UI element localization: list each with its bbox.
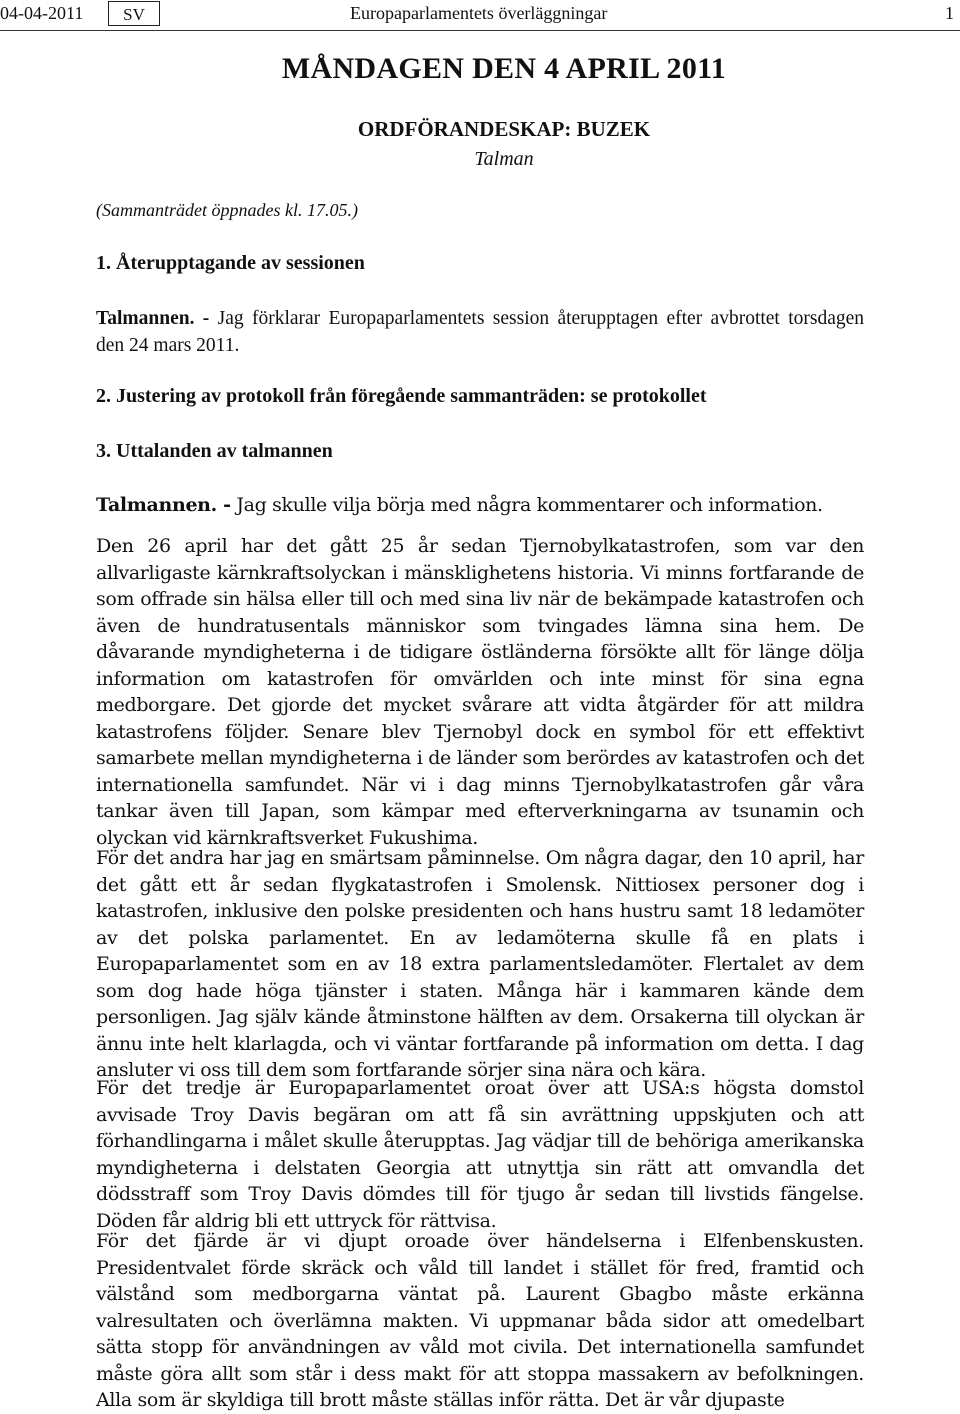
page-header [0, 0, 960, 32]
paragraph-text: Jag skulle vilja börja med några kommentarer och information. [230, 494, 823, 516]
paragraph-smolensk: För det andra har jag en smärtsam påminnelse. Om några dagar, den 10 april, har det gått ett år sedan flygkatastrofen i Smolensk. Nittiosex personer dog i katastrofen, inklusive den polske presidenten och hans hustru samt 18 ledamöter av det polska parlamentet. En av ledamöterna skulle få en plats i Europaparlamentet som en av 18 extra parlamentsledamöter. Flertalet av dem som dog hade höga tjänster i staten. Många här i kammaren kände dem personligen. Jag själv kände åtminstone hälften av dem. Orsakerna till olyckan är ännu inte helt klarlagda, och vi väntar fortfarande på information om detta. I dag ansluter vi oss till dem som fortfarande sörjer sina nära och kära. [96, 847, 864, 1081]
paragraph-chernobyl: Den 26 april har det gått 25 år sedan Tjernobylkatastrofen, som var den allvarligaste kärnkraftsolyckan i mänsklighetens historia. Vi minns fortfarande de som offrade sin hälsa eller till och med sina liv när de bekämpade katastrofen och även de hundratusentals människor som tvingades lämna sina hem. De dåvarande myndigheterna i de tidigare östländerna försökte allt för länge dölja information om katastrofen för omvärlden och inte minst för sina egna medborgare. Det gjorde det mycket svårare att vidta åtgärder för att mildra katastrofens följder. Senare blev Tjernobyl dock en symbol för ett effektivt samarbete mellan myndigheterna i de länder som berördes av katastrofen och det internationella samfundet. När vi i dag minns Tjernobylkatastrofen går våra tankar även till Japan, som kämpar med efterverkningarna av tsunamin och olyckan vid kärnkraftsverket Fukushima. [96, 535, 864, 849]
header-date: 04-04-2011 [0, 3, 84, 23]
item-heading-2: 2. Justering av protokoll från föregående sammanträden: se protokollet [96, 385, 707, 407]
paragraph-resumption [96, 306, 864, 359]
header-title: Europaparlamentets överläggningar [350, 3, 608, 23]
chair-title: Talman [474, 148, 534, 170]
speaker-label: Talmannen. - [96, 494, 231, 516]
day-title: MÅNDAGEN DEN 4 APRIL 2011 [281, 52, 727, 85]
paragraph-troy-davis: För det tredje är Europaparlamentet oroat över att USA:s högsta domstol avvisade Troy Davis begäran om att få sin avrättning uppskjuten och att förhandlingarna i målet skulle återupptas. Jag vädjar till de behöriga amerikanska myndigheterna i delstaten Georgia att utnyttja sin rätt att omvandla det dödsstraff som Troy Davis dömdes till för tjugo år sedan till livstids fängelse. Döden får aldrig bli ett uttryck för rättvisa. [96, 1077, 864, 1232]
paragraph-ivory-coast: För det fjärde är vi djupt oroade över händelserna i Elfenbenskusten. Presidentvalet förde skräck och våld till landet i stället för fred, framtid och välstånd som medborgarna väntat på. Laurent Gbagbo måste erkänna valresultaten och överlämna makten. Vi uppmanar båda sidor att omedelbart sätta stopp för användningen av våld mot civila. Det internationella samfundet måste göra allt som står i dess makt för att stoppa massakern av befolkningen. Alla som är skyldiga till brott måste ställas inför rätta. Det är vår djupaste [96, 1230, 864, 1411]
header-divider [0, 30, 960, 31]
page-number: 1 [945, 3, 954, 23]
item-heading-1: 1. Återupptagande av sessionen [96, 252, 365, 274]
language-badge: SV [108, 1, 160, 26]
paragraph-text: Jag förklarar Europaparlamentets session återupptagen efter avbrottet torsdagen den 24 mars 2011. [96, 308, 865, 356]
item-heading-3: 3. Uttalanden av talmannen [96, 440, 333, 462]
paragraph-intro [96, 492, 864, 519]
sitting-opened-note: (Sammanträdet öppnades kl. 17.05.) [96, 200, 358, 220]
speaker-label: Talmannen. - [96, 308, 210, 329]
presidency-heading: ORDFÖRANDESKAP: BUZEK [357, 117, 651, 141]
